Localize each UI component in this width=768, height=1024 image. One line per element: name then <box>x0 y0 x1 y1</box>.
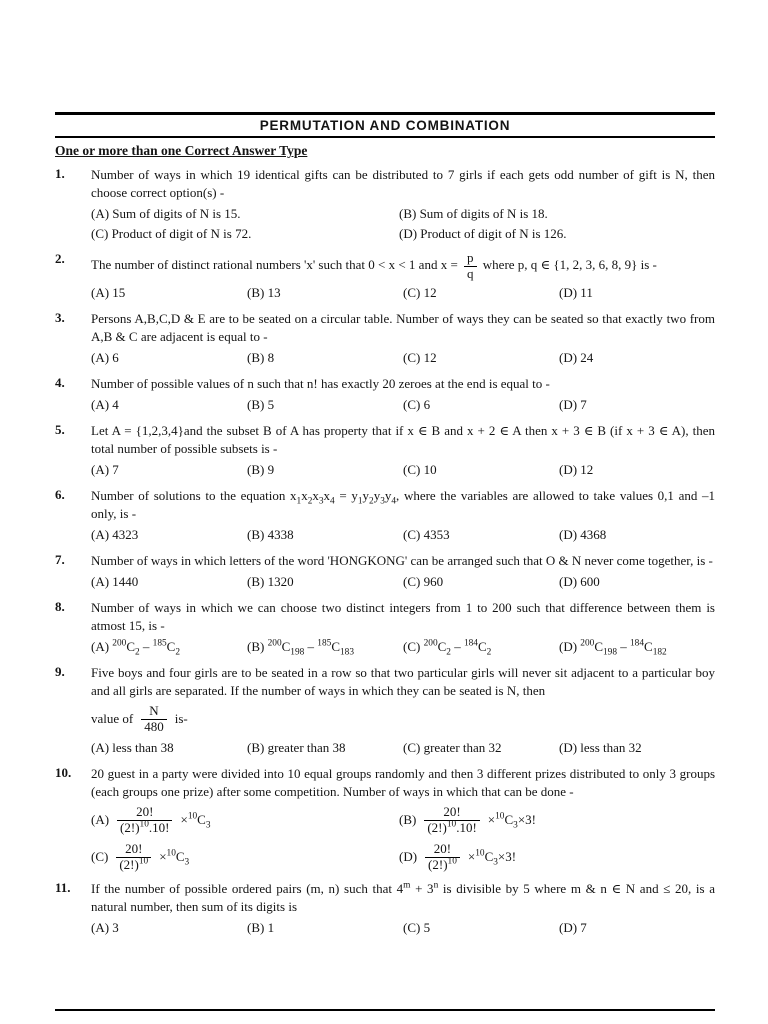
question-text: Number of ways in which letters of the word 'HONGKONG' can be arranged such that O & N never come together, is - <box>91 553 713 569</box>
question-body <box>91 599 715 656</box>
question-2 <box>55 251 715 302</box>
question-text-segment: The number of distinct rational numbers 'x' such that 0 < x < 1 and x = <box>91 257 458 273</box>
option-d: (D) 4368 <box>559 527 607 543</box>
option-c: (C) Product of digit of N is 72. <box>91 226 252 241</box>
option-b: (B) $^{200}C_{198} - ^{185}C_{183}$ <box>247 638 354 658</box>
option-c: (C) 6 <box>403 397 431 413</box>
question-body <box>91 765 715 872</box>
option-suffix: $\times^{10}C_3\times 3$! <box>467 849 517 868</box>
question-number: 6. <box>55 487 65 503</box>
question-7 <box>55 552 715 591</box>
fraction <box>116 842 151 872</box>
question-number: 2. <box>55 251 65 266</box>
option-label: (C) <box>91 849 109 865</box>
fraction-numerator: p <box>464 251 477 267</box>
question-3 <box>55 310 715 367</box>
question-6 <box>55 487 715 544</box>
option-suffix: $\times^{10}C_3$ <box>159 849 190 868</box>
options-row <box>91 739 715 757</box>
option-c: (C) 960 <box>403 574 444 590</box>
option-a: (A) 4323 <box>91 527 139 543</box>
question-10 <box>55 765 715 872</box>
option-a: (A) 7 <box>91 462 119 478</box>
page-title: PERMUTATION AND COMBINATION <box>259 118 511 133</box>
question-text: Five boys and four girls are to be seated in a row so that two particular girls will never sit adjacent to a particular boy and all girls are separated. If the number of ways in which they can be seated is N, then <box>91 665 715 699</box>
option-a: (A) 15 <box>91 285 126 301</box>
option-label: (A) <box>91 812 110 828</box>
option-a: (A) Sum of digits of N is 15. <box>91 206 241 221</box>
question-number: 1. <box>55 166 65 181</box>
options-row <box>91 461 715 479</box>
question-text: 20 guest in a party were divided into 10 equal groups randomly and then 3 different prizes distributed to only 3 groups (each groups one prize) after some competition. Number of ways in which that can be done - <box>91 766 715 800</box>
options-row <box>91 638 715 656</box>
question-number: 4. <box>55 375 65 391</box>
option-a: (A) 4 <box>91 397 119 413</box>
question-body <box>91 310 715 367</box>
option-a: (A) 6 <box>91 350 119 366</box>
question-text: Let A = {1,2,3,4}and the subset B of A has property that if x ∈ B and x + 2 ∈ A then x + 3 ∈ B (if x + 3 ∈ A), then total number of possible subsets is - <box>91 423 715 457</box>
section-heading: One or more than one Correct Answer Type <box>55 143 308 158</box>
fraction-denominator: $(2!)^{10}$ <box>428 856 457 872</box>
option-label: (D) <box>399 849 418 865</box>
option-d: (D) $^{200}C_{198} - ^{184}C_{182}$ <box>559 638 667 658</box>
fraction-denominator: $(2!)^{10}.10$! <box>120 819 170 835</box>
option-suffix: $\times^{10}C_3$ <box>180 811 211 831</box>
option-d: (D) 24 <box>559 350 594 366</box>
options-row <box>91 396 715 414</box>
question-number: 11. <box>55 880 71 896</box>
option-c: (C) greater than 32 <box>403 740 502 756</box>
option-label: (B) <box>399 812 417 828</box>
option-b: (B) 13 <box>247 285 281 301</box>
option-b: (B) 1320 <box>247 574 294 590</box>
question-body <box>91 422 715 479</box>
question-text-segment: where p, q ∈ {1, 2, 3, 6, 8, 9} is - <box>482 257 657 273</box>
fraction <box>424 805 479 835</box>
option-d: (D) less than 32 <box>559 740 642 756</box>
option-d: (D) 12 <box>559 462 594 478</box>
fraction-numerator: 20! <box>425 842 460 858</box>
question-text: Number of solutions to the equation $x_1x_2x_3x_4 = y_1y_2y_3y_4$, where the variables are allowed to take values 0,1 and –1 only, is - <box>91 488 716 522</box>
horizontal-rule-bottom <box>55 1009 715 1011</box>
question-text: Number of possible values of n such that n! has exactly 20 zeroes at the end is equal to - <box>91 376 550 392</box>
question-number: 8. <box>55 599 65 615</box>
option-c <box>91 842 399 872</box>
fraction-denominator: 480 <box>144 718 164 734</box>
question-body <box>91 166 715 243</box>
question-8 <box>55 599 715 656</box>
question-text-continued <box>91 704 715 734</box>
option-c: (C) 12 <box>403 350 437 366</box>
question-number: 7. <box>55 552 65 568</box>
fraction-numerator: N <box>141 704 167 720</box>
question-1 <box>55 166 715 243</box>
options-row <box>91 526 715 544</box>
question-text: If the number of possible ordered pairs (m, n) such that $4^m + 3^n$ is divisible by 5 where m & n ∈ N and ≤ 20, is a natural number, then sum of its digits is <box>91 881 715 915</box>
question-11 <box>55 880 715 937</box>
option-b: (B) 5 <box>247 397 275 413</box>
options-row <box>91 349 715 367</box>
option-a: (A) less than 38 <box>91 740 174 756</box>
question-body <box>91 251 715 302</box>
option-b: (B) 4338 <box>247 527 294 543</box>
option-a <box>91 805 399 835</box>
option-a: (A) 3 <box>91 920 119 936</box>
option-b: (B) 8 <box>247 350 275 366</box>
fraction <box>141 704 167 734</box>
option-d: (D) 7 <box>559 920 587 936</box>
option-d: (D) 600 <box>559 574 600 590</box>
option-c: (C) $^{200}C_2 - ^{184}C_2$ <box>403 638 492 658</box>
option-d: (D) Product of digit of N is 126. <box>399 226 567 241</box>
fraction <box>117 805 172 835</box>
options-row <box>91 919 715 937</box>
question-text-segment: value of <box>91 710 134 726</box>
question-number: 10. <box>55 765 72 781</box>
question-text: Number of ways in which we can choose two distinct integers from 1 to 200 such that difference between them is atmost 15, is - <box>91 600 715 634</box>
question-body <box>91 880 715 937</box>
question-body <box>91 664 715 757</box>
option-c: (C) 10 <box>403 462 437 478</box>
fraction-denominator: q <box>467 265 474 281</box>
option-d: (D) 11 <box>559 285 593 301</box>
question-body <box>91 375 715 414</box>
option-b: (B) greater than 38 <box>247 740 346 756</box>
options-row <box>91 805 715 872</box>
question-text: Number of ways in which 19 identical gifts can be distributed to 7 girls if each gets odd number of gift is N, then choose correct option(s) - <box>91 167 715 200</box>
question-text: Persons A,B,C,D & E are to be seated on a circular table. Number of ways they can be seated so that exactly two from A,B & C are adjacent is equal to - <box>91 311 715 345</box>
question-text <box>91 251 715 281</box>
options-row <box>91 573 715 591</box>
option-d: (D) 7 <box>559 397 587 413</box>
question-5 <box>55 422 715 479</box>
question-body <box>91 487 715 544</box>
question-number: 5. <box>55 422 65 438</box>
fraction-numerator: 20! <box>424 805 479 821</box>
option-b <box>399 805 715 835</box>
question-body <box>91 552 715 591</box>
question-9 <box>55 664 715 757</box>
options-row <box>91 284 715 302</box>
options-row <box>91 205 715 243</box>
fraction <box>464 251 477 281</box>
option-d <box>399 842 715 872</box>
question-text-segment: is- <box>174 710 188 726</box>
fraction <box>425 842 460 872</box>
question-number: 9. <box>55 664 65 680</box>
option-c: (C) 4353 <box>403 527 450 543</box>
horizontal-rule-middle <box>55 136 715 138</box>
option-b: (B) Sum of digits of N is 18. <box>399 206 548 221</box>
question-number: 3. <box>55 310 65 326</box>
fraction-numerator: 20! <box>117 805 172 821</box>
fraction-denominator: $(2!)^{10}$ <box>119 856 149 872</box>
question-4 <box>55 375 715 414</box>
fraction-denominator: $(2!)^{10}.10$! <box>427 819 477 835</box>
option-a: (A) $^{200}C_2 - ^{185}C_2$ <box>91 638 181 658</box>
option-c: (C) 12 <box>403 285 437 301</box>
option-b: (B) 1 <box>247 920 275 936</box>
option-c: (C) 5 <box>403 920 431 936</box>
fraction-numerator: 20! <box>116 842 151 858</box>
option-b: (B) 9 <box>247 462 275 478</box>
option-suffix: $\times^{10}C_3\times 3$! <box>487 811 536 831</box>
option-a: (A) 1440 <box>91 574 139 590</box>
